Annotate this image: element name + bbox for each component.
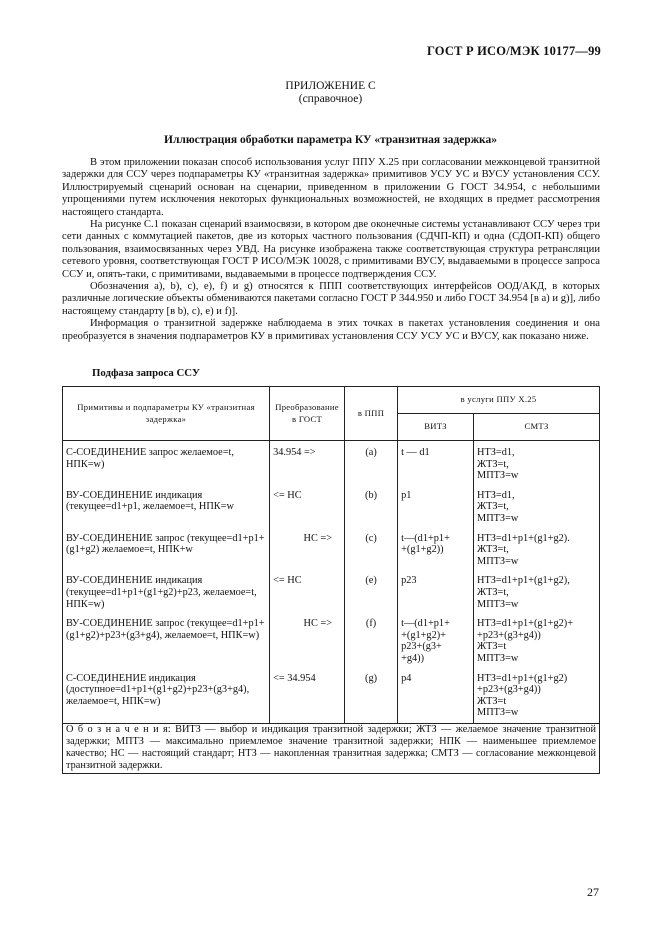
cell-conversion: <= 34.954	[270, 669, 345, 724]
cell-primitive: ВУ-СОЕДИНЕНИЕ запрос (текущее=d1+p1+(g1+g2) желаемое=t, НПК+w	[63, 529, 270, 572]
header-vitz: ВИТЗ	[398, 414, 474, 441]
section-title: Иллюстрация обработки параметра КУ «транзитная задержка»	[164, 134, 497, 146]
cell-primitive: ВУ-СОЕДИНЕНИЕ индикация (текущее=d1+p1+(g1+g2)+p23, желаемое=t, НПК=w)	[63, 571, 270, 614]
appendix-heading	[0, 80, 661, 106]
cell-vitz: t—(d1+p1+ +(g1+g2)+ p23+(g3+ +g4))	[398, 614, 474, 668]
cell-ppp: (е)	[345, 571, 398, 614]
cell-smtz: НТЗ=d1+p1+(g1+g2)+ +p23+(g3+g4)) ЖТЗ=t МПТЗ=w	[474, 614, 600, 668]
cell-smtz: НТЗ=d1+p1+(g1+g2). ЖТЗ=t, МПТЗ=w	[474, 529, 600, 572]
table-notes: О б о з н а ч е н и я: ВИТЗ — выбор и индикация транзитной задержки; ЖТЗ — желаемое значение транзитной задержки; МПТЗ — максимально приемлемое значение транзитной задержки; НПК — наименьшее приемлемое качество; НС — настоящий стандарт; НТЗ — накопленная транзитная задержка; СМТЗ — согласование межконцевой транзитной задержки.	[63, 723, 600, 773]
cell-conversion: <= НС	[270, 486, 345, 529]
cell-conversion: <= НС	[270, 571, 345, 614]
cell-ppp: (b)	[345, 486, 398, 529]
cell-vitz: p1	[398, 486, 474, 529]
cell-vitz: p4	[398, 669, 474, 724]
cell-smtz: НТЗ=d1+p1+(g1+g2), ЖТЗ=t, МПТЗ=w	[474, 571, 600, 614]
appendix-label: ПРИЛОЖЕНИЕ С	[285, 80, 376, 92]
cell-ppp: (с)	[345, 529, 398, 572]
cell-primitive: С-СОЕДИНЕНИЕ индикация (доступное=d1+p1+(g1+g2)+p23+(g3+g4), желаемое=t, НПК=w)	[63, 669, 270, 724]
cell-ppp: (f)	[345, 614, 398, 668]
cell-conversion: НС =>	[270, 529, 345, 572]
cell-conversion: 34.954 =>	[270, 441, 345, 486]
header-ppp: в ППП	[345, 387, 398, 441]
header-smtz: СМТЗ	[474, 414, 600, 441]
table-row	[63, 571, 600, 614]
table-row	[63, 441, 600, 486]
table-row	[63, 614, 600, 668]
paragraph: В этом приложении показан способ использования услуг ППУ X.25 при согласовании межконцевой транзитной задержки для ССУ через подпараметры КУ «транзитная задержка» примитивов УСУ УС и ВУСУ установления ССУ. Иллюстрируемый сценарий основан на сценарии, приведенном в приложении G ГОСТ 34.954, с небольшими упрощениями путем исключения некоторых функциональных возможностей, не входящих в предмет рассмотрения настоящего стандарта.	[62, 157, 600, 218]
document-header: ГОСТ Р ИСО/МЭК 10177—99	[426, 44, 601, 58]
body-text	[62, 157, 600, 343]
cell-conversion: НС =>	[270, 614, 345, 668]
cell-smtz: НТЗ=d1+p1+(g1+g2) +p23+(g3+g4)) ЖТЗ=t МПТЗ=w	[474, 669, 600, 724]
cell-vitz: t—(d1+p1+ +(g1+g2))	[398, 529, 474, 572]
paragraph: На рисунке С.1 показан сценарий взаимосвязи, в котором две оконечные системы устанавливают ССУ через три сети данных с коммутацией пакетов, две из которых частного пользования (СДЧП-КП) и одна (СДОП-КП) общего пользования, взаимосвязанных через УВД. На рисунке изображена также соответствующая структура ретрансляции сетевого уровня, соответствующая ГОСТ Р ИСО/МЭК 10028, с примитивами ВУСУ, выдаваемыми в процессе запроса ССУ и, опять-таки, с примитивами, выдаваемыми в процессе подтверждения ССУ.	[62, 219, 600, 280]
cell-smtz: НТЗ=d1, ЖТЗ=t, МПТЗ=w	[474, 486, 600, 529]
subsection-title: Подфаза запроса ССУ	[92, 367, 200, 379]
cell-ppp: (g)	[345, 669, 398, 724]
cell-smtz: НТЗ=d1, ЖТЗ=t, МПТЗ=w	[474, 441, 600, 486]
cell-primitive: ВУ-СОЕДИНЕНИЕ запрос (текущее=d1+p1+(g1+g2)+p23+(g3+g4), желаемое=t, НПК=w)	[63, 614, 270, 668]
cell-vitz: t — d1	[398, 441, 474, 486]
cell-ppp: (а)	[345, 441, 398, 486]
page-number: 27	[587, 885, 599, 899]
cell-vitz: p23	[398, 571, 474, 614]
header-primitives: Примитивы и подпараметры КУ «транзитная задержка»	[63, 387, 270, 441]
appendix-note: (справочное)	[298, 93, 363, 105]
header-conversion: Преобразование в ГОСТ	[270, 387, 345, 441]
paragraph: Обозначения a), b), c), e), f) и g) относятся к ППП соответствующих интерфейсов ООД/АКД, в которых различные логические объекты обмениваются пакетами согласно ГОСТ Р 344.950 и либо ГОСТ 34.954 [в а) и g)], либо настоящему стандарту [в b), c), e) и f)].	[62, 281, 600, 317]
cell-primitive: С-СОЕДИНЕНИЕ запрос желаемое=t, НПК=w)	[63, 441, 270, 486]
table-row	[63, 529, 600, 572]
cell-primitive: ВУ-СОЕДИНЕНИЕ индикация (текущее=d1+p1, желаемое=t, НПК=w	[63, 486, 270, 529]
paragraph: Информация о транзитной задержке наблюдаема в этих точках в пакетах установления соединения и она преобразуется в значения подпараметров КУ в примитивах установления ССУ УСУ УС и ВУСУ, как показано ниже.	[62, 318, 600, 342]
header-x25-group: в услуги ППУ X.25	[398, 387, 600, 414]
table-row	[63, 669, 600, 724]
table-row	[63, 486, 600, 529]
delay-table	[62, 386, 600, 774]
